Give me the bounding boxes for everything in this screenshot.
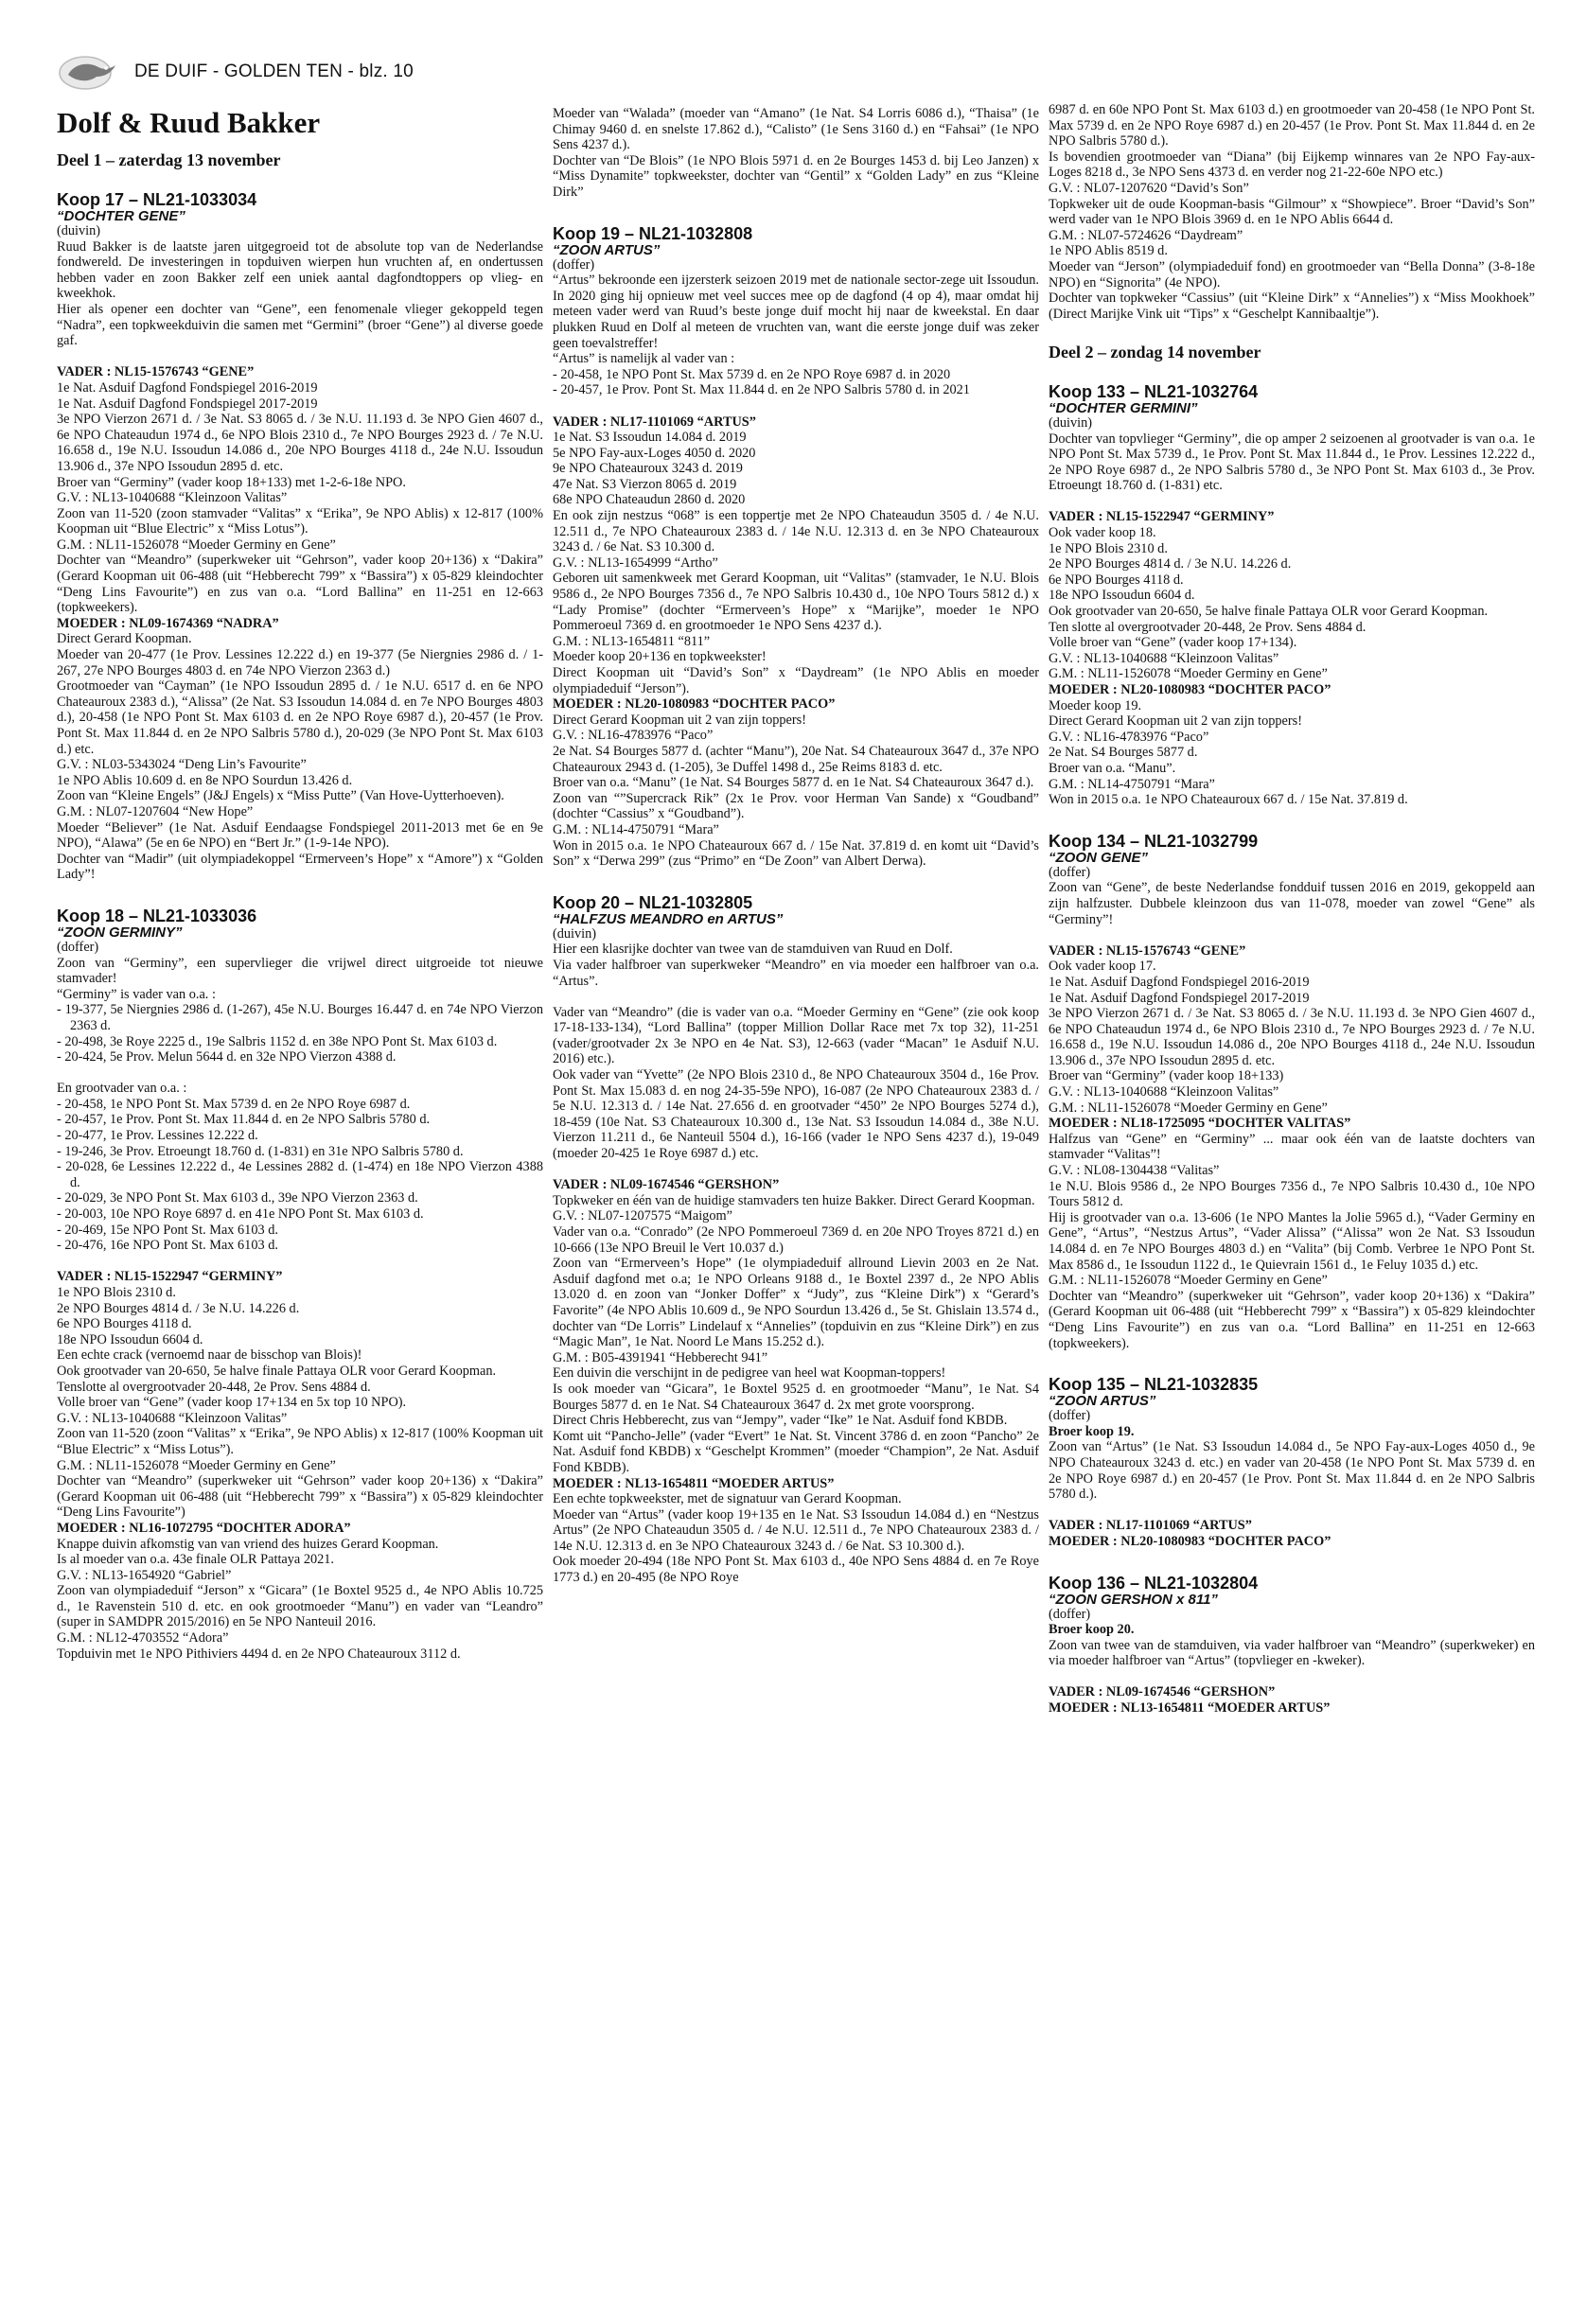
paragraph: Grootmoeder van “Cayman” (1e NPO Issoudun 2895 d. / 1e N.U. 6517 d. en 6e NPO Chateauroux 2383 d.), “Alissa” (2e Nat. S3 Issoudun 14.084 d. en 7e NPO Bourges 4803 d.), 20-458 (1e NPO Pont St. Max 6103 d. en 2e NPO Roye 6987 d.), 20-457 (1e Prov. Pont St. Max 11.844 d. en 2e NPO Salbris 5780 d.), 20-029 (3e NPO Pont St. Max 6103 d.) etc. [57,678,543,757]
spacer [57,1065,543,1082]
paragraph: Geboren uit samenkweek met Gerard Koopman, uit “Valitas” (stamvader, 1e N.U. Blois 9586 d., 2e NPO Bourges 7356 d., 7e NPO Salbris 10.430 d., 10e NPO Tours 5812 d.) x “Lady Promise” (dochter “Ermerveen’s Hope” x “Marijke”, moeder 1e NPO Pommeroeul 7369 d. en grootmoeder 1e NPO Sens 4237 d.). [553,571,1039,634]
pigeon-name: “ZOON GENE” [1049,849,1149,866]
paragraph: Broer van o.a. “Manu” (1e Nat. S4 Bourges 5877 d. en 1e Nat. S4 Chateauroux 3647 d.). [553,775,1034,791]
spacer [1049,322,1535,338]
paragraph: Ook vader van “Yvette” (2e NPO Blois 2310 d., 8e NPO Chateauroux 3504 d., 16e Prov. Pont St. Max 15.083 d. en nog 24-35-59e NPO), 16-087 (2e NPO Chateauroux 2383 d. / 5e N.U. 12.313 d. / 14e Nat. 27.656 d. en grootvader “450” 2e NPO Bourges 5274 d.), 18-459 (10e Nat. S3 Chateauroux 10.300 d., 13e Nat. S3 Issoudun 14.084 d., 38e N.U. Vierzon 11.211 d., 6e Nanteuil 5504 d.), 16-166 (vader 1e NPO Sens 4237 d.), 19-049 (moeder 20-425 1e Roye 6987 d.) etc. [553,1067,1039,1162]
bullet-item: - 20-457, 1e Prov. Pont St. Max 11.844 d. en 2e NPO Salbris 5780 d. in 2021 [553,382,970,398]
column-middle [553,106,1039,1586]
paragraph: 1e Nat. Asduif Dagfond Fondspiegel 2017-2019 [1049,990,1310,1006]
pigeon-name: “ZOON ARTUS” [553,241,661,258]
paragraph: Moeder van “Jerson” (olympiadeduif fond) en grootmoeder van “Bella Donna” (3-8-18e NPO) en “Signorita” (4e NPO). [1049,258,1535,290]
paragraph: G.V. : NL16-4783976 “Paco” [1049,729,1209,745]
paragraph: G.V. : NL13-1040688 “Kleinzoon Valitas” [1049,1084,1279,1100]
paragraph: Direct Gerard Koopman uit 2 van zijn toppers! [553,712,806,728]
paragraph: 1e NPO Blois 2310 d. [1049,540,1168,556]
paragraph: G.M. : NL07-5724626 “Daydream” [1049,227,1243,243]
paragraph: Topkweker en één van de huidige stamvaders ten huize Bakker. Direct Gerard Koopman. [553,1192,1035,1208]
paragraph: Dochter van “Meandro” (superkweker uit “Gehrson” vader koop 20+136) x “Dakira” (Gerard Koopman uit 06-488 (uit “Hebberecht 799” x “Bassira”) x 05-829 kleindochter “Deng Lins Favourite”) [57,1473,543,1521]
paragraph: Zoon van “Artus” (1e Nat. S3 Issoudun 14.084 d., 5e NPO Fay-aux-Loges 4050 d., 9e NPO Chateauroux 3243 d. etc.) en vader van 20-458 (1e NPO Pont St. Max 5739 d. en 2e NPO Roye 6987 d.) en 20-457 (1e Prov. Pont St. Max 11.844 d. en 2e NPO Salbris 5780 d.). [1049,1439,1535,1503]
pedigree-heading: MOEDER : NL20-1080983 “DOCHTER PACO” [1049,1533,1331,1549]
paragraph: Komt uit “Pancho-Jelle” (vader “Evert” 1e Nat. St. Vincent 3786 d. en zoon “Pancho” 2e Nat. Asduif fond KBDB) x “Geschelpt Krommen” (moeder “Champion”, 2e Nat. Asduif Fond KBDB). [553,1428,1039,1475]
pigeon-sex: (doffer) [57,939,99,955]
spacer [1049,494,1535,510]
paragraph: Ook grootvader van 20-650, 5e halve finale Pattaya OLR voor Gerard Koopman. [57,1363,497,1379]
paragraph: 2e Nat. S4 Bourges 5877 d. [1049,745,1198,761]
paragraph: 1e Nat. S3 Issoudun 14.084 d. 2019 [553,430,747,446]
pigeon-sex: (duivin) [1049,414,1093,431]
paragraph: G.M. : B05-4391941 “Hebberecht 941” [553,1349,768,1365]
paragraph: En ook zijn nestzus “068” is een toppertje met 2e NPO Chateaudun 3505 d. / 4e N.U. 12.511 d., 7e NPO Chateauroux 2383 d. / 14e N.U. 12.313 d. en 3e NPO Chateauroux 3243 d. / 6e Nat. S3 10.300 d. [553,508,1039,555]
paragraph: G.M. : NL14-4750791 “Mara” [553,821,719,837]
paragraph: 6987 d. en 60e NPO Pont St. Max 6103 d.) en grootmoeder van 20-458 (1e NPO Pont St. Max 5739 d. en 2e NPO Roye 6987 d.) en 20-457 (1e Prov. Pont St. Max 11.844 d. en 2e NPO Salbris 5780 d.). [1049,102,1535,150]
lot-heading: Koop 19 – NL21-1032808 [553,223,753,243]
spacer [1049,1503,1535,1519]
paragraph: Zoon van twee van de stamduiven, via vader halfbroer van “Meandro” (superkweker) en via moeder halfbroer van “Artus” (topvlieger en -kweker). [1049,1637,1535,1669]
paragraph: G.M. : NL14-4750791 “Mara” [1049,776,1215,792]
column-left [57,106,543,1662]
lot-heading: Koop 20 – NL21-1032805 [553,892,753,912]
paragraph: G.V. : NL08-1304438 “Valitas” [1049,1163,1220,1179]
pedigree-heading: MOEDER : NL20-1080983 “DOCHTER PACO” [553,696,836,713]
pigeon-name: “DOCHTER GERMINI” [1049,399,1198,416]
paragraph: Volle broer van “Gene” (vader koop 17+134 en 5x top 10 NPO). [57,1395,407,1411]
spacer [1049,927,1535,943]
paragraph: 1e NPO Ablis 10.609 d. en 8e NPO Sourdun 13.426 d. [57,772,353,788]
pedigree-heading: VADER : NL15-1522947 “GERMINY” [57,1269,283,1285]
part-heading: Deel 1 – zaterdag 13 november [57,150,281,169]
paragraph: 2e Nat. S4 Bourges 5877 d. (achter “Manu”), 20e Nat. S4 Chateauroux 3647 d., 37e NPO Chateauroux 2943 d. (1-205), 3e Duffel 1498 d., 25e Reims 8183 d. etc. [553,743,1039,775]
paragraph: Dochter van topkweker “Cassius” (uit “Kleine Dirk” x “Annelies”) x “Miss Mookhoek” (Direct Marijke Vink uit “Tips” x “Geschelpt Kannibaaltje”). [1049,290,1535,322]
paragraph: G.M. : NL11-1526078 “Moeder Germiny en Gene” [57,537,336,553]
paragraph: 1e NPO Ablis 8519 d. [1049,243,1168,259]
paragraph: Direct Chris Hebberecht, zus van “Jempy”, vader “Ike” 1e Nat. Asduif fond KBDB. [553,1413,1008,1429]
paragraph: Zoon van “Germiny”, een supervlieger die vrijwel direct uitgroeide tot nieuwe stamvader! [57,955,543,987]
pedigree-heading: MOEDER : NL09-1674369 “NADRA” [57,615,279,631]
paragraph: Direct Koopman uit “David’s Son” x “Daydream” (1e NPO Ablis en moeder olympiadeduif “Jerson”). [553,665,1039,696]
pigeon-name: “ZOON ARTUS” [1049,1393,1156,1410]
spacer [553,1162,1039,1178]
paragraph: Moeder van “Artus” (vader koop 19+135 en 1e Nat. S3 Issoudun 14.084 d.) en “Nestzus Artus” (2e NPO Chateaudun 3505 d. / 4e N.U. 12.511 d., 7e NPO Chateauroux 2383 d. / 14e N.U. 12.313 d. en 3e NPO Chateauroux 3243 d. / 6e Nat. S3 10.300 d.). [553,1506,1039,1554]
spacer [553,989,1039,1005]
paragraph: Hier als opener een dochter van “Gene”, een fenomenale vlieger gekoppeld tegen “Nadra”, een topkweekduivin die samen met “Germini” (broer “Gene”) al diverse goede gaf. [57,301,543,349]
bullet-item: - 20-458, 1e NPO Pont St. Max 5739 d. en 2e NPO Roye 6987 d. in 2020 [553,366,951,382]
pigeon-sex: (doffer) [1049,1408,1091,1424]
pedigree-heading: VADER : NL15-1576743 “GENE” [57,364,255,380]
paragraph: Dochter van “Meandro” (superkweker uit “Gehrson”, vader koop 20+136) x “Dakira” (Gerard Koopman uit 06-488 (uit “Hebberecht 799” x “Bassira”) x 05-829 kleindochter “Deng Lins Favourite”) en zus van o.a. “Lord Ballina” en 11-251 en 12-663 (topkweekers). [57,553,543,616]
pigeon-sex: (doffer) [553,256,595,273]
paragraph: G.V. : NL07-1207620 “David’s Son” [1049,180,1249,196]
spacer [553,870,1039,894]
paragraph: Ook moeder 20-494 (18e NPO Pont St. Max 6103 d., 40e NPO Sens 4884 d. en 7e Roye 1773 d.) en 20-495 (8e NPO Roye [553,1554,1039,1586]
pedigree-heading: Broer koop 19. [1049,1423,1135,1439]
bullet-item: - 20-424, 5e Prov. Melun 5644 d. en 32e NPO Vierzon 4388 d. [57,1049,397,1065]
paragraph: 1e NPO Blois 2310 d. [57,1285,176,1300]
paragraph: Dochter van “De Blois” (1e NPO Blois 5971 d. en 2e Bourges 1453 d. bij Leo Janzen) x “Miss Dynamite” topkweekster, dochter van “Gentil” x “Golden Lady” en zus “Kleine Dirk” [553,152,1039,200]
paragraph: 2e NPO Bourges 4814 d. / 3e N.U. 14.226 d. [57,1300,300,1316]
pedigree-heading: MOEDER : NL13-1654811 “MOEDER ARTUS” [1049,1700,1331,1717]
paragraph: 1e Nat. Asduif Dagfond Fondspiegel 2017-2019 [57,396,318,412]
bullet-item: - 20-028, 6e Lessines 12.222 d., 4e Lessines 2882 d. (1-474) en 18e NPO Vierzon 4388 d. [57,1159,543,1190]
paragraph: 68e NPO Chateaudun 2860 d. 2020 [553,492,746,508]
bullet-item: - 19-246, 3e Prov. Etroeungt 18.760 d. (1-831) en 31e NPO Salbris 5780 d. [57,1143,464,1159]
paragraph: Moeder koop 20+136 en topkweekster! [553,649,767,665]
pigeon-sex: (duivin) [553,925,597,942]
pedigree-heading: VADER : NL17-1101069 “ARTUS” [1049,1518,1252,1534]
paragraph: G.V. : NL07-1207575 “Maigom” [553,1208,732,1224]
lot-heading: Koop 18 – NL21-1033036 [57,906,257,925]
column-right [1049,102,1535,1717]
paragraph: G.M. : NL13-1654811 “811” [553,633,711,649]
bullet-item: - 20-457, 1e Prov. Pont St. Max 11.844 d. en 2e NPO Salbris 5780 d. [57,1112,431,1128]
paragraph: Zoon van olympiadeduif “Jerson” x “Gicara” (1e Boxtel 9525 d., 4e NPO Ablis 10.725 d., 1e Ravenstein 510 d. etc. en ook grootmoeder “Manu”) en vader van “Leandro” (super in SAMDPR 2015/2016) en 5e NPO Nanteuil 2016. [57,1583,543,1630]
paragraph: Ook vader koop 18. [1049,525,1156,541]
paragraph: Zoon van “Kleine Engels” (J&J Engels) x “Miss Putte” (Van Hove-Uytterhoeven). [57,788,504,804]
paragraph: Volle broer van “Gene” (vader koop 17+134). [1049,635,1297,651]
paragraph: Hier een klasrijke dochter van twee van de stamduiven van Ruud en Dolf. [553,942,953,958]
paragraph: G.V. : NL13-1654920 “Gabriel” [57,1567,232,1583]
paragraph: G.V. : NL13-1040688 “Kleinzoon Valitas” [1049,650,1279,666]
paragraph: En grootvader van o.a. : [57,1081,187,1097]
pigeon-sex: (duivin) [57,223,101,238]
paragraph: “Artus” is namelijk al vader van : [553,351,735,367]
paragraph: Zoon van 11-520 (zoon “Valitas” x “Erika”, 9e NPO Ablis) x 12-817 (100% Koopman uit “Blue Electric” x “Miss Lotus”). [57,1426,543,1457]
paragraph: Ook grootvader van 20-650, 5e halve finale Pattaya OLR voor Gerard Koopman. [1049,604,1489,620]
paragraph: G.V. : NL03-5343024 “Deng Lin’s Favourite” [57,757,307,773]
bullet-item: - 20-477, 1e Prov. Lessines 12.222 d. [57,1128,258,1144]
lot-heading: Koop 136 – NL21-1032804 [1049,1573,1259,1593]
paragraph: Een duivin die verschijnt in de pedigree van heel wat Koopman-toppers! [553,1365,946,1382]
paragraph: Broer van “Germiny” (vader koop 18+133) [1049,1068,1284,1084]
paragraph: Dochter van “Madir” (uit olympiadekoppel “Ermerveen’s Hope” x “Amore”) x “Golden Lady”! [57,851,543,883]
pigeon-name: “DOCHTER GENE” [57,208,185,224]
paragraph: G.V. : NL13-1040688 “Kleinzoon Valitas” [57,1410,288,1426]
paragraph: G.M. : NL12-4703552 “Adora” [57,1630,229,1646]
pedigree-heading: MOEDER : NL13-1654811 “MOEDER ARTUS” [553,1475,835,1491]
paragraph: 6e NPO Bourges 4118 d. [1049,572,1184,588]
pigeon-logo-icon [57,50,123,94]
spacer [553,201,1039,225]
pedigree-heading: VADER : NL15-1576743 “GENE” [1049,942,1246,959]
lot-heading: Koop 17 – NL21-1033034 [57,190,257,209]
spacer [57,349,543,365]
paragraph: Hij is grootvader van o.a. 13-606 (1e NPO Mantes la Jolie 5965 d.), “Vader Germiny en Gene”, “Artus”, “Nestzus Artus”, “Vader Alissa” (“Alissa” won 2e Nat. S3 Issoudun 14.084 d. en 7e NPO Bourges 4803 d.) en “Valita” (bij Comb. Verbree 1e NPO Pont St. Max 8586 d., 1e Issoudun 1122 d., 1e Quievrain 1561 d., 1e Feluy 1035 d.) etc. [1049,1209,1535,1273]
paragraph: Vader van o.a. “Conrado” (2e NPO Pommeroeul 7369 d. en 20e NPO Troyes 8721 d.) en 10-666 (13e NPO Breuil le Vert 10.037 d.) [553,1224,1039,1256]
pedigree-heading: Broer koop 20. [1049,1622,1135,1638]
paragraph: G.V. : NL16-4783976 “Paco” [553,728,714,744]
page-header [57,55,414,89]
lot-heading: Koop 135 – NL21-1032835 [1049,1375,1259,1395]
paragraph: Moeder van “Walada” (moeder van “Amano” (1e Nat. S4 Lorris 6086 d.), “Thaisa” (1e Chimay 9460 d. en snelste 17.862 d.), “Calisto” (1e Sens 3160 d.) en “Fahsai” (1e NPO Sens 4237 d.). [553,106,1039,153]
paragraph: Tenslotte al overgrootvader 20-448, 2e Prov. Sens 4884 d. [57,1379,371,1395]
part-heading: Deel 2 – zondag 14 november [1049,342,1261,361]
bullet-item: - 20-029, 3e NPO Pont St. Max 6103 d., 39e NPO Vierzon 2363 d. [57,1190,418,1206]
paragraph: Halfzus van “Gene” en “Germiny” ... maar ook één van de laatste dochters van stamvader “Valitas”! [1049,1131,1535,1163]
paragraph: 2e NPO Bourges 4814 d. / 3e N.U. 14.226 d. [1049,556,1292,572]
pedigree-heading: MOEDER : NL20-1080983 “DOCHTER PACO” [1049,682,1331,697]
pigeon-name: “ZOON GERMINY” [57,924,183,941]
paragraph: Moeder van 20-477 (1e Prov. Lessines 12.222 d.) en 19-377 (5e Niergnies 2986 d. / 1-267, 27e NPO Bourges 4803 d. en 74e NPO Vierzon 2363 d.) [57,647,543,678]
paragraph: G.V. : NL13-1040688 “Kleinzoon Valitas” [57,490,288,506]
paragraph: 9e NPO Chateauroux 3243 d. 2019 [553,461,743,477]
paragraph: Is al moeder van o.a. 43e finale OLR Pattaya 2021. [57,1552,334,1568]
paragraph: Een echte crack (vernoemd naar de bisschop van Blois)! [57,1347,362,1364]
paragraph: 18e NPO Issoudun 6604 d. [57,1331,203,1347]
paragraph: G.M. : NL11-1526078 “Moeder Germiny en Gene” [57,1457,336,1473]
pigeon-name: “ZOON GERSHON x 811” [1049,1591,1218,1608]
paragraph: G.M. : NL07-1207604 “New Hope” [57,803,254,819]
pigeon-sex: (doffer) [1049,864,1091,880]
paragraph: Knappe duivin afkomstig van van vriend des huizes Gerard Koopman. [57,1536,439,1552]
paragraph: 3e NPO Vierzon 2671 d. / 3e Nat. S3 8065 d. / 3e N.U. 11.193 d. 3e NPO Gien 4607 d., 6e NPO Chateaudun 1974 d., 6e NPO Blois 2310 d., 7e NPO Bourges 2923 d. / 7e N.U. 16.658 d., 19e N.U. Issoudun 14.086 d., 20e NPO Bourges 4118 d., 24e N.U. Issoudun 13.906 d., 37e NPO Issoudun 2895 d. etc. [57,412,543,474]
paragraph: 5e NPO Fay-aux-Loges 4050 d. 2020 [553,445,756,461]
bullet-item: - 19-377, 5e Niergnies 2986 d. (1-267), 45e N.U. Bourges 16.447 d. en 74e NPO Vierzon 2363 d. [57,1002,543,1033]
paragraph: Zoon van 11-520 (zoon stamvader “Valitas” x “Erika”, 9e NPO Ablis) x 12-817 (100% Koopman uit “Blue Electric” x “Miss Lotus”). [57,505,543,537]
page-title: DE DUIF - GOLDEN TEN - blz. 10 [134,62,414,81]
bullet-item: - 20-498, 3e Roye 2225 d., 19e Salbris 1152 d. en 38e NPO Pont St. Max 6103 d. [57,1033,498,1049]
paragraph: G.M. : NL11-1526078 “Moeder Germiny en Gene” [1049,1100,1328,1116]
paragraph: Direct Gerard Koopman uit 2 van zijn toppers! [1049,713,1302,730]
paragraph: Een echte topkweekster, met de signatuur van Gerard Koopman. [553,1491,902,1507]
spacer [553,398,1039,414]
paragraph: 1e Nat. Asduif Dagfond Fondspiegel 2016-2019 [1049,974,1310,990]
bullet-item: - 20-476, 16e NPO Pont St. Max 6103 d. [57,1238,278,1254]
paragraph: Vader van “Meandro” (die is vader van o.a. “Moeder Germiny en “Gene” (zie ook koop 17-18-133-134), “Lord Ballina” (topper Million Dollar Race met 7x top 32), 11-251 (vader/grootvader 2x 3e NPO en 4e Nat. S3), 12-663 (vader “Macan” 1e Asduif N.U. 2016) etc.). [553,1004,1039,1067]
paragraph: Moeder “Believer” (1e Nat. Asduif Eendaagse Fondspiegel 2011-2013 met 6e en 9e NPO), “Alawa” (5e en 6e NPO) en “Bert Jr.” (1-9-14e NPO). [57,819,543,852]
spacer [57,883,543,907]
paragraph: Won in 2015 o.a. 1e NPO Chateauroux 667 d. / 15e Nat. 37.819 d. en komt uit “David’s Son” x “Derwa 299” (zus “Primo” en “De Zoon” van Albert Derwa). [553,837,1039,870]
pedigree-heading: VADER : NL09-1674546 “GERSHON” [553,1177,780,1193]
paragraph: “Germiny” is vader van o.a. : [57,986,216,1002]
paragraph: Direct Gerard Koopman. [57,631,192,647]
paragraph: Zoon van “Ermerveen’s Hope” (1e olympiadeduif allround Lievin 2003 en 2e Nat. Asduif dagfond met o.a; 1e NPO Orleans 9188 d., 1e Boxtel 2397 d., 2e NPO Ablis 13.020 d. en zoon van “Jonker Doffer” x “Judy”, zus “Kleine Dirk”) x “Gerard’s Favorite” (4e NPO Ablis 10.609 d., 9e NPO Sourdun 13.426 d., 5e St. Ghislain 13.574 d., dochter van “De Lorris” Lindelauf x “Annelies” (topduivin en zus “Kleine Dirk”) en zus “Magic Man”, 1e Nat. Noord Le Mans 15.252 d.). [553,1256,1039,1350]
spacer [57,1254,543,1270]
paragraph: Zoon van “Gene”, de beste Nederlandse fondduif tussen 2016 en 2019, gekoppeld aan zijn halfzuster. Dubbele kleinzoon dus van 11-078, moeder van zowel “Gene” als “Germiny”! [1049,880,1535,927]
article-title: Dolf & Ruud Bakker [57,106,321,139]
spacer [1049,1669,1535,1685]
lot-heading: Koop 133 – NL21-1032764 [1049,381,1259,401]
paragraph: Moeder koop 19. [1049,697,1142,713]
bullet-item: - 20-469, 15e NPO Pont St. Max 6103 d. [57,1222,278,1238]
spacer [1049,808,1535,833]
pigeon-sex: (doffer) [1049,1606,1091,1622]
paragraph: G.V. : NL13-1654999 “Artho” [553,555,718,571]
paragraph: Broer van o.a. “Manu”. [1049,760,1176,776]
bullet-item: - 20-003, 10e NPO Roye 6897 d. en 41e NPO Pont St. Max 6103 d. [57,1206,424,1223]
paragraph: Dochter van topvlieger “Germiny”, die op amper 2 seizoenen al grootvader is van o.a. 1e NPO Pont St. Max 5739 d., 1e Prov. Pont St. Max 11.844 d., 1e Prov. Lessines 12.222 d., 2e NPO Roye 6987 d., 2e NPO Salbris 5780 d., 3e NPO Pont St. Max 6103 d., 3e Prov. Etroeungt 18.760 d. (1-831) etc. [1049,431,1535,494]
paragraph: 1e Nat. Asduif Dagfond Fondspiegel 2016-2019 [57,379,318,396]
lot-heading: Koop 134 – NL21-1032799 [1049,831,1259,851]
paragraph: Is ook moeder van “Gicara”, 1e Boxtel 9525 d. en grootmoeder “Manu”, 1e Nat. S4 Bourges 5877 d. en 1e Nat. S4 Chateauroux 3647 d. 2x met grote voorsprong. [553,1381,1039,1413]
pedigree-heading: VADER : NL17-1101069 “ARTUS” [553,414,756,430]
paragraph: Is bovendien grootmoeder van “Diana” (bij Eijkemp winnares van 2e NPO Fay-aux-Loges 8218 d., 3e NPO Sens 4373 d. en verder nog 21-22-60e NPO etc.) [1049,149,1535,181]
paragraph: 6e NPO Bourges 4118 d. [57,1316,192,1332]
pedigree-heading: VADER : NL09-1674546 “GERSHON” [1049,1684,1276,1700]
paragraph: Via vader halfbroer van superkweker “Meandro” en via moeder een halfbroer van o.a. “Artus”. [553,957,1039,989]
paragraph: Topkweker uit de oude Koopman-basis “Gilmour” x “Showpiece”. Broer “David’s Son” werd vader van 1e NPO Blois 3969 d. en 1e NPO Ablis 6644 d. [1049,196,1535,228]
paragraph: Ook vader koop 17. [1049,959,1156,975]
paragraph: Zoon van “”Supercrack Rik” (2x 1e Prov. voor Herman Van Sande) x “Goudband” (dochter “Cassius” x “Goudband”). [553,790,1039,822]
paragraph: “Artus” bekroonde een ijzersterk seizoen 2019 met de nationale sector-zege uit Issoudun. In 2020 ging hij opnieuw met veel succes mee op de dagfond (4 op 4), maar omdat hij meteen vader werd van Ruud’s beste jonge duif mocht hij naar de kweekstal. En daar plukken Ruud en Dolf al meteen de vruchten van, want die eerste jonge duif was zeker geen toevalstreffer! [553,273,1039,351]
pedigree-heading: MOEDER : NL16-1072795 “DOCHTER ADORA” [57,1520,351,1536]
pigeon-name: “HALFZUS MEANDRO en ARTUS” [553,910,784,927]
paragraph: Won in 2015 o.a. 1e NPO Chateauroux 667 d. / 15e Nat. 37.819 d. [1049,792,1408,808]
bullet-item: - 20-458, 1e NPO Pont St. Max 5739 d. en 2e NPO Roye 6987 d. [57,1096,411,1112]
pedigree-heading: VADER : NL15-1522947 “GERMINY” [1049,509,1275,525]
paragraph: G.M. : NL11-1526078 “Moeder Germiny en Gene” [1049,666,1328,682]
paragraph: 3e NPO Vierzon 2671 d. / 3e Nat. S3 8065 d. / 3e N.U. 11.193 d. 3e NPO Gien 4607 d., 6e NPO Chateaudun 1974 d., 6e NPO Blois 2310 d., 7e NPO Bourges 2923 d. / 7e N.U. 16.658 d., 19e N.U. Issoudun 14.086 d., 20e NPO Bourges 4118 d., 24e N.U. Issoudun 13.906 d., 37e NPO Issoudun 2895 d. etc. [1049,1006,1535,1068]
paragraph: Broer van “Germiny” (vader koop 18+133) met 1-2-6-18e NPO. [57,474,406,490]
paragraph: Dochter van “Meandro” (superkweker uit “Gehrson”, vader koop 20+136) x “Dakira” (Gerard Koopman uit 06-488 (uit “Hebberecht 799” x “Bassira”) x 05-829 kleindochter “Deng Lins Favourite”) en zus van o.a. “Lord Ballina” en 11-251 en 12-663 (topkweekers). [1049,1288,1535,1351]
paragraph: G.M. : NL11-1526078 “Moeder Germiny en Gene” [1049,1273,1328,1289]
paragraph: 18e NPO Issoudun 6604 d. [1049,588,1195,604]
spacer [1049,1550,1535,1575]
paragraph: 47e Nat. S3 Vierzon 8065 d. 2019 [553,476,737,492]
paragraph: Ten slotte al overgrootvader 20-448, 2e Prov. Sens 4884 d. [1049,619,1367,635]
paragraph: Ruud Bakker is de laatste jaren uitgegroeid tot de absolute top van de Nederlandse fondwereld. De investeringen in topduiven wierpen hun vruchten af, en ondertussen hebben vader en zoon Bakker zelf een uniek aantal dagfondtoppers op vlieg- en kweekhok. [57,238,543,302]
paragraph: Topduivin met 1e NPO Pithiviers 4494 d. en 2e NPO Chateauroux 3112 d. [57,1646,461,1662]
pedigree-heading: MOEDER : NL18-1725095 “DOCHTER VALITAS” [1049,1116,1351,1132]
paragraph: 1e N.U. Blois 9586 d., 2e NPO Bourges 7356 d., 7e NPO Salbris 10.430 d., 10e NPO Tours 5812 d. [1049,1178,1535,1210]
spacer [1049,1351,1535,1376]
